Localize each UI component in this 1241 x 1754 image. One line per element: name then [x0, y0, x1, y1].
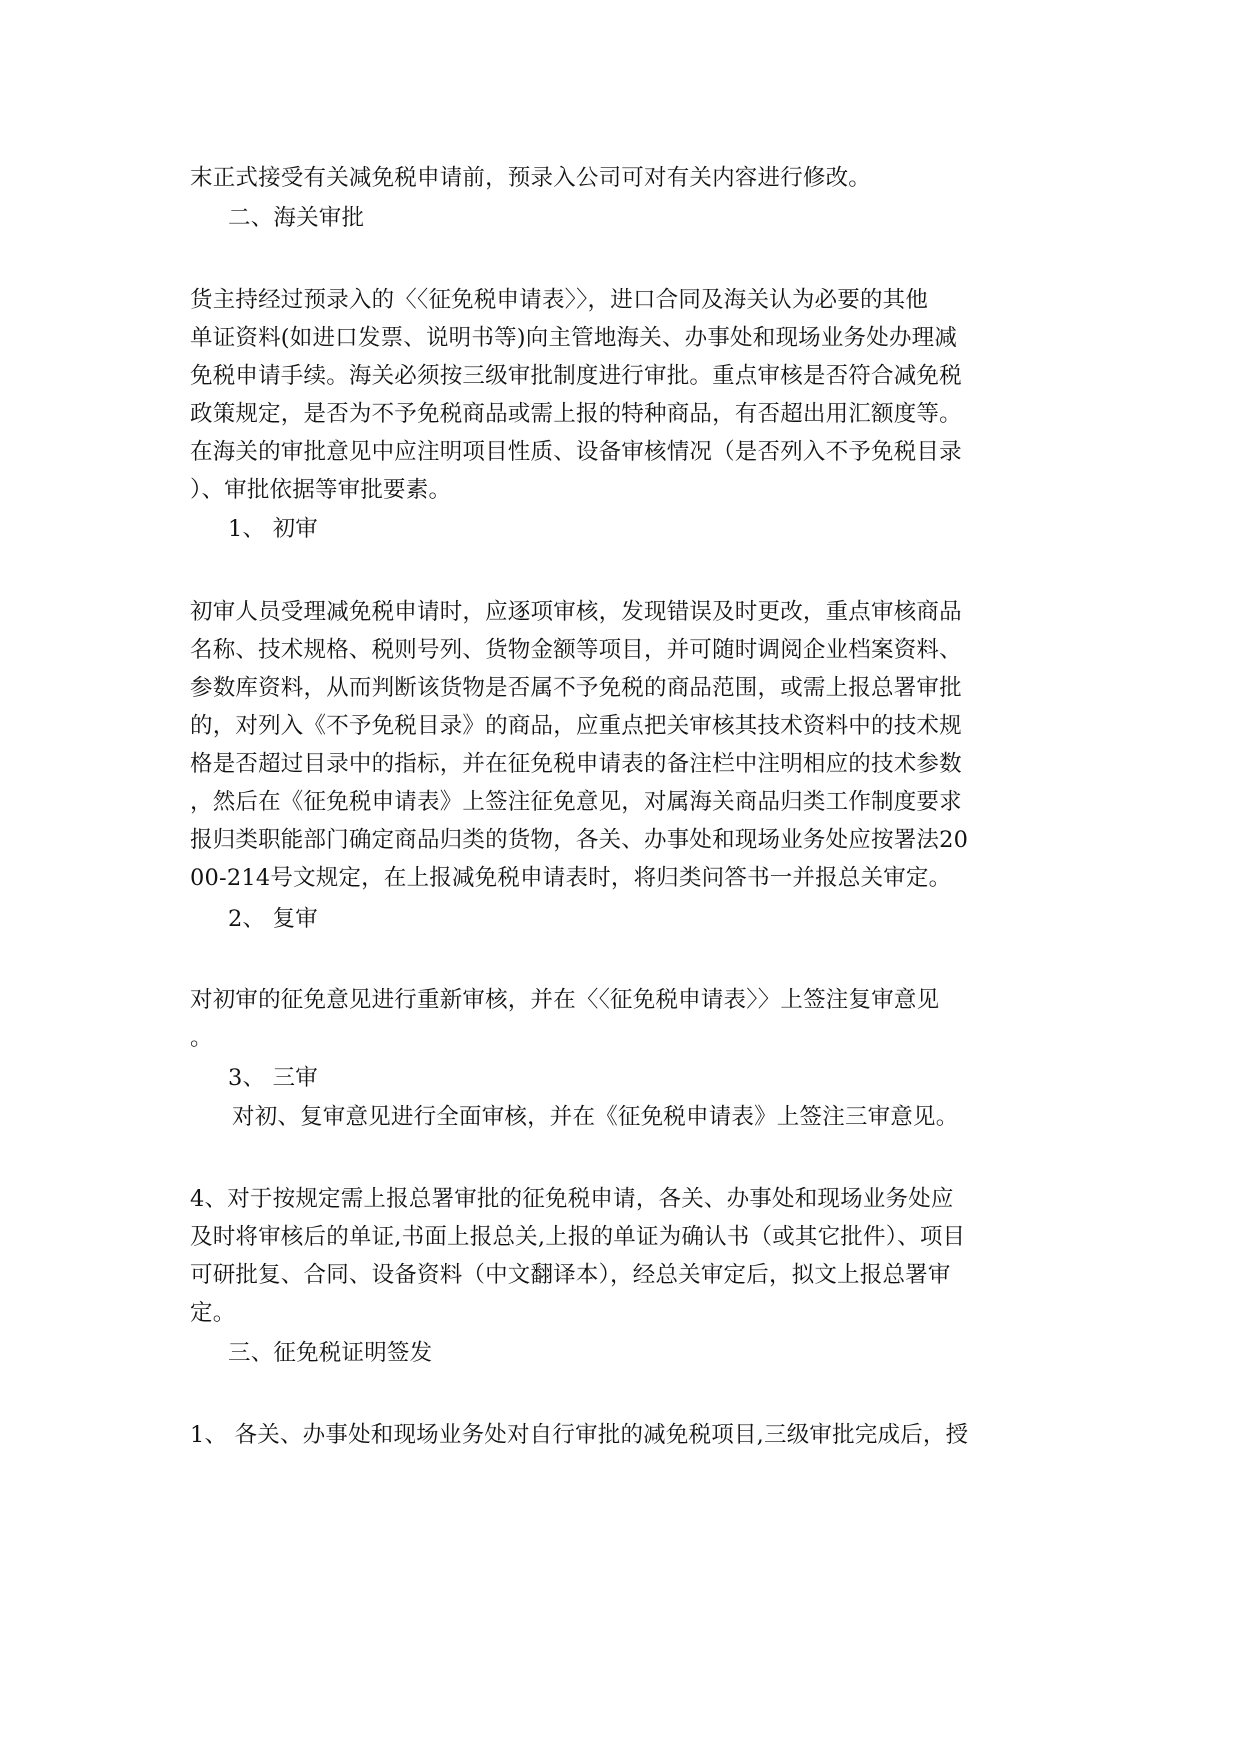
body-text-line: 对初审的征免意见进行重新审核，并在〈〈征免税申请表〉〉上签注复审意见 [190, 987, 940, 1013]
body-text-line: 可研批复、合同、设备资料（中文翻译本），经总关审定后，拟文上报总署审 [190, 1262, 951, 1288]
body-text-line: 报归类职能部门确定商品归类的货物，各关、办事处和现场业务处应按署法20 [190, 827, 969, 853]
body-text-line: 对初、复审意见进行全面审核，并在《征免税申请表》上签注三审意见。 [232, 1104, 959, 1130]
body-text-line: 1、 各关、办事处和现场业务处对自行审批的减免税项目,三级审批完成后，授 [190, 1422, 969, 1448]
body-text-line: 在海关的审批意见中应注明项目性质、设备审核情况（是否列入不予免税目录 [190, 439, 962, 465]
body-text-line: 初审人员受理减免税申请时，应逐项审核，发现错误及时更改，重点审核商品 [190, 599, 962, 625]
subheading-second-review: 2、 复审 [228, 906, 318, 932]
body-text-line: 4、对于按规定需上报总署审批的征免税申请，各关、办事处和现场业务处应 [190, 1186, 954, 1212]
subheading-third-review: 3、 三审 [228, 1065, 318, 1091]
body-text-line: 单证资料(如进口发票、说明书等)向主管地海关、办事处和现场业务处办理减 [190, 325, 958, 351]
section-heading-approval: 二、海关审批 [228, 205, 365, 231]
section-heading-certificate: 三、征免税证明签发 [228, 1340, 433, 1366]
subheading-initial-review: 1、 初审 [228, 516, 318, 542]
body-text-line: 。 [190, 1025, 213, 1051]
body-text-line: 参数库资料，从而判断该货物是否属不予免税的商品范围，或需上报总署审批 [190, 675, 962, 701]
body-text-line: ，然后在《征免税申请表》上签注征免意见，对属海关商品归类工作制度要求 [190, 789, 962, 815]
body-text-line: 名称、技术规格、税则号列、货物金额等项目，并可随时调阅企业档案资料、 [190, 637, 962, 663]
body-text-line: 定。 [190, 1300, 236, 1326]
body-text-line: 的，对列入《不予免税目录》的商品，应重点把关审核其技术资料中的技术规 [190, 713, 962, 739]
body-text-line: 及时将审核后的单证,书面上报总关,上报的单证为确认书（或其它批件）、项目 [190, 1224, 966, 1250]
body-text-line: 格是否超过目录中的指标，并在征免税申请表的备注栏中注明相应的技术参数 [190, 751, 962, 777]
body-text-line: 货主持经过预录入的〈〈征免税申请表〉〉，进口合同及海关认为必要的其他 [190, 287, 929, 313]
body-text-line: 末正式接受有关减免税申请前，预录入公司可对有关内容进行修改。 [190, 165, 872, 191]
body-text-line: 00-214号文规定，在上报减免税申请表时，将归类问答书一并报总关审定。 [190, 865, 952, 891]
body-text-line: 免税申请手续。海关必须按三级审批制度进行审批。重点审核是否符合减免税 [190, 363, 962, 389]
body-text-line: 政策规定，是否为不予免税商品或需上报的特种商品，有否超出用汇额度等。 [190, 401, 962, 427]
body-text-line: ）、审批依据等审批要素。 [190, 477, 452, 503]
